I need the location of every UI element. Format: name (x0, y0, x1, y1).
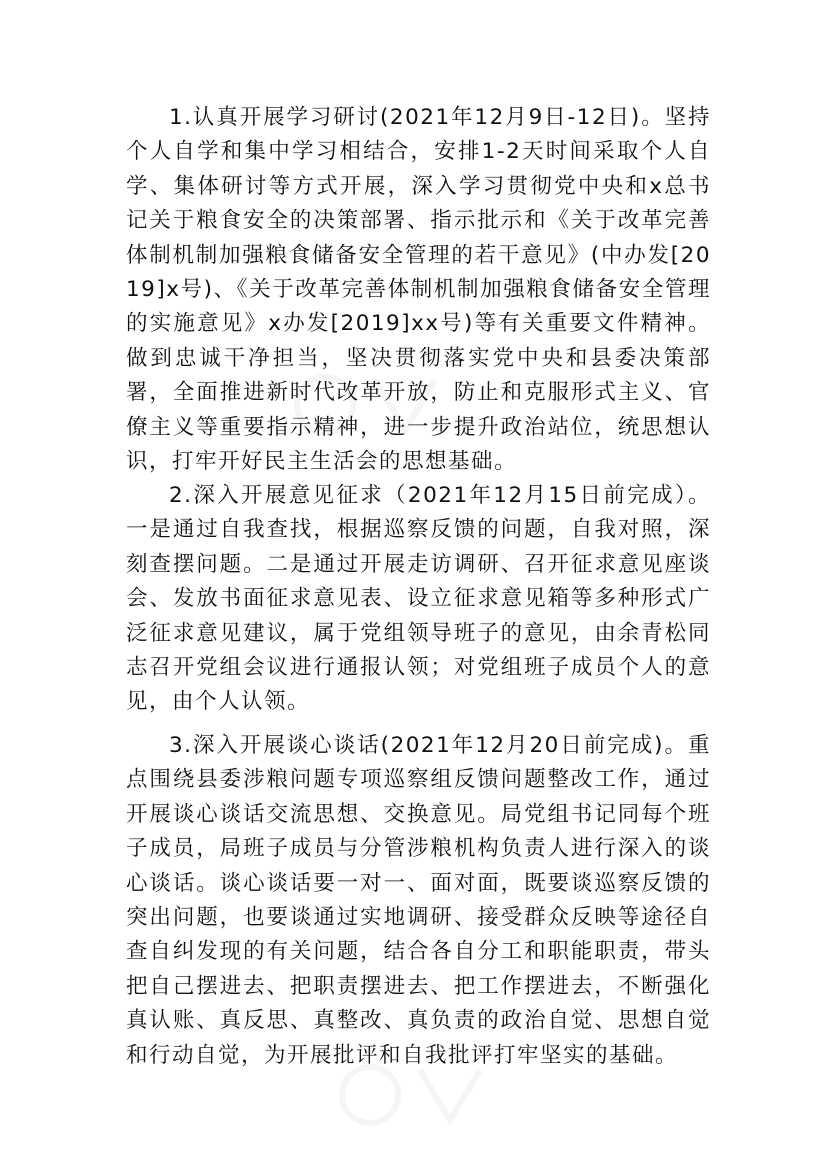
paragraph-opinion-solicitation: 2.深入开展意见征求（2021年12月15日前完成）。一是通过自我查找，根据巡察反馈的问题，自我对照，深刻查摆问题。二是通过开展走访调研、召开征求意见座谈会、发放书面征求意见表、设立征求意见箱等多种形式广泛征求意见建议，属于党组领导班子的意见，由余青松同志召开党组会议进行通报认领；对党组班子成员个人的意见，由个人认领。 (126, 483, 711, 715)
paragraph-study-discussion: 1.认真开展学习研讨(2021年12月9日-12日)。坚持个人自学和集中学习相结合，安排1-2天时间采取个人自学、集体研讨等方式开展，深入学习贯彻党中央和x总书记关于粮食安全的决策部署、指示批示和《关于改革完善体制机制加强粮食储备安全管理的若干意见》(中办发[2019]x号)、《关于改革完善体制机制加强粮食储备安全管理的实施意见》x办发[2019]xx号)等有关重要文件精神。做到忠诚干净担当，坚决贯彻落实党中央和县委决策部署，全面推进新时代改革开放，防止和克服形式主义、官僚主义等重要指示精神，进一步提升政治站位，统思想认识，打牢开好民主生活会的思想基础。 (126, 105, 711, 475)
paragraph-heart-to-heart-talk: 3.深入开展谈心谈话(2021年12月20日前完成)。重点围绕县委涉粮问题专项巡察组反馈问题整改工作，通过开展谈心谈话交流思想、交换意见。局党组书记同每个班子成员，局班子成员与分管涉粮机构负责人进行深入的谈心谈话。谈心谈话要一对一、面对面，既要谈巡察反馈的突出问题，也要谈通过实地调研、接受群众反映等途径自查自纠发现的有关问题，结合各自分工和职能职责，带头把自己摆进去、把职责摆进去、把工作摆进去，不断强化真认账、真反思、真整改、真负责的政治自觉、思想自觉和行动自觉，为开展批评和自我批评打牢坚实的基础。 (126, 733, 711, 1068)
